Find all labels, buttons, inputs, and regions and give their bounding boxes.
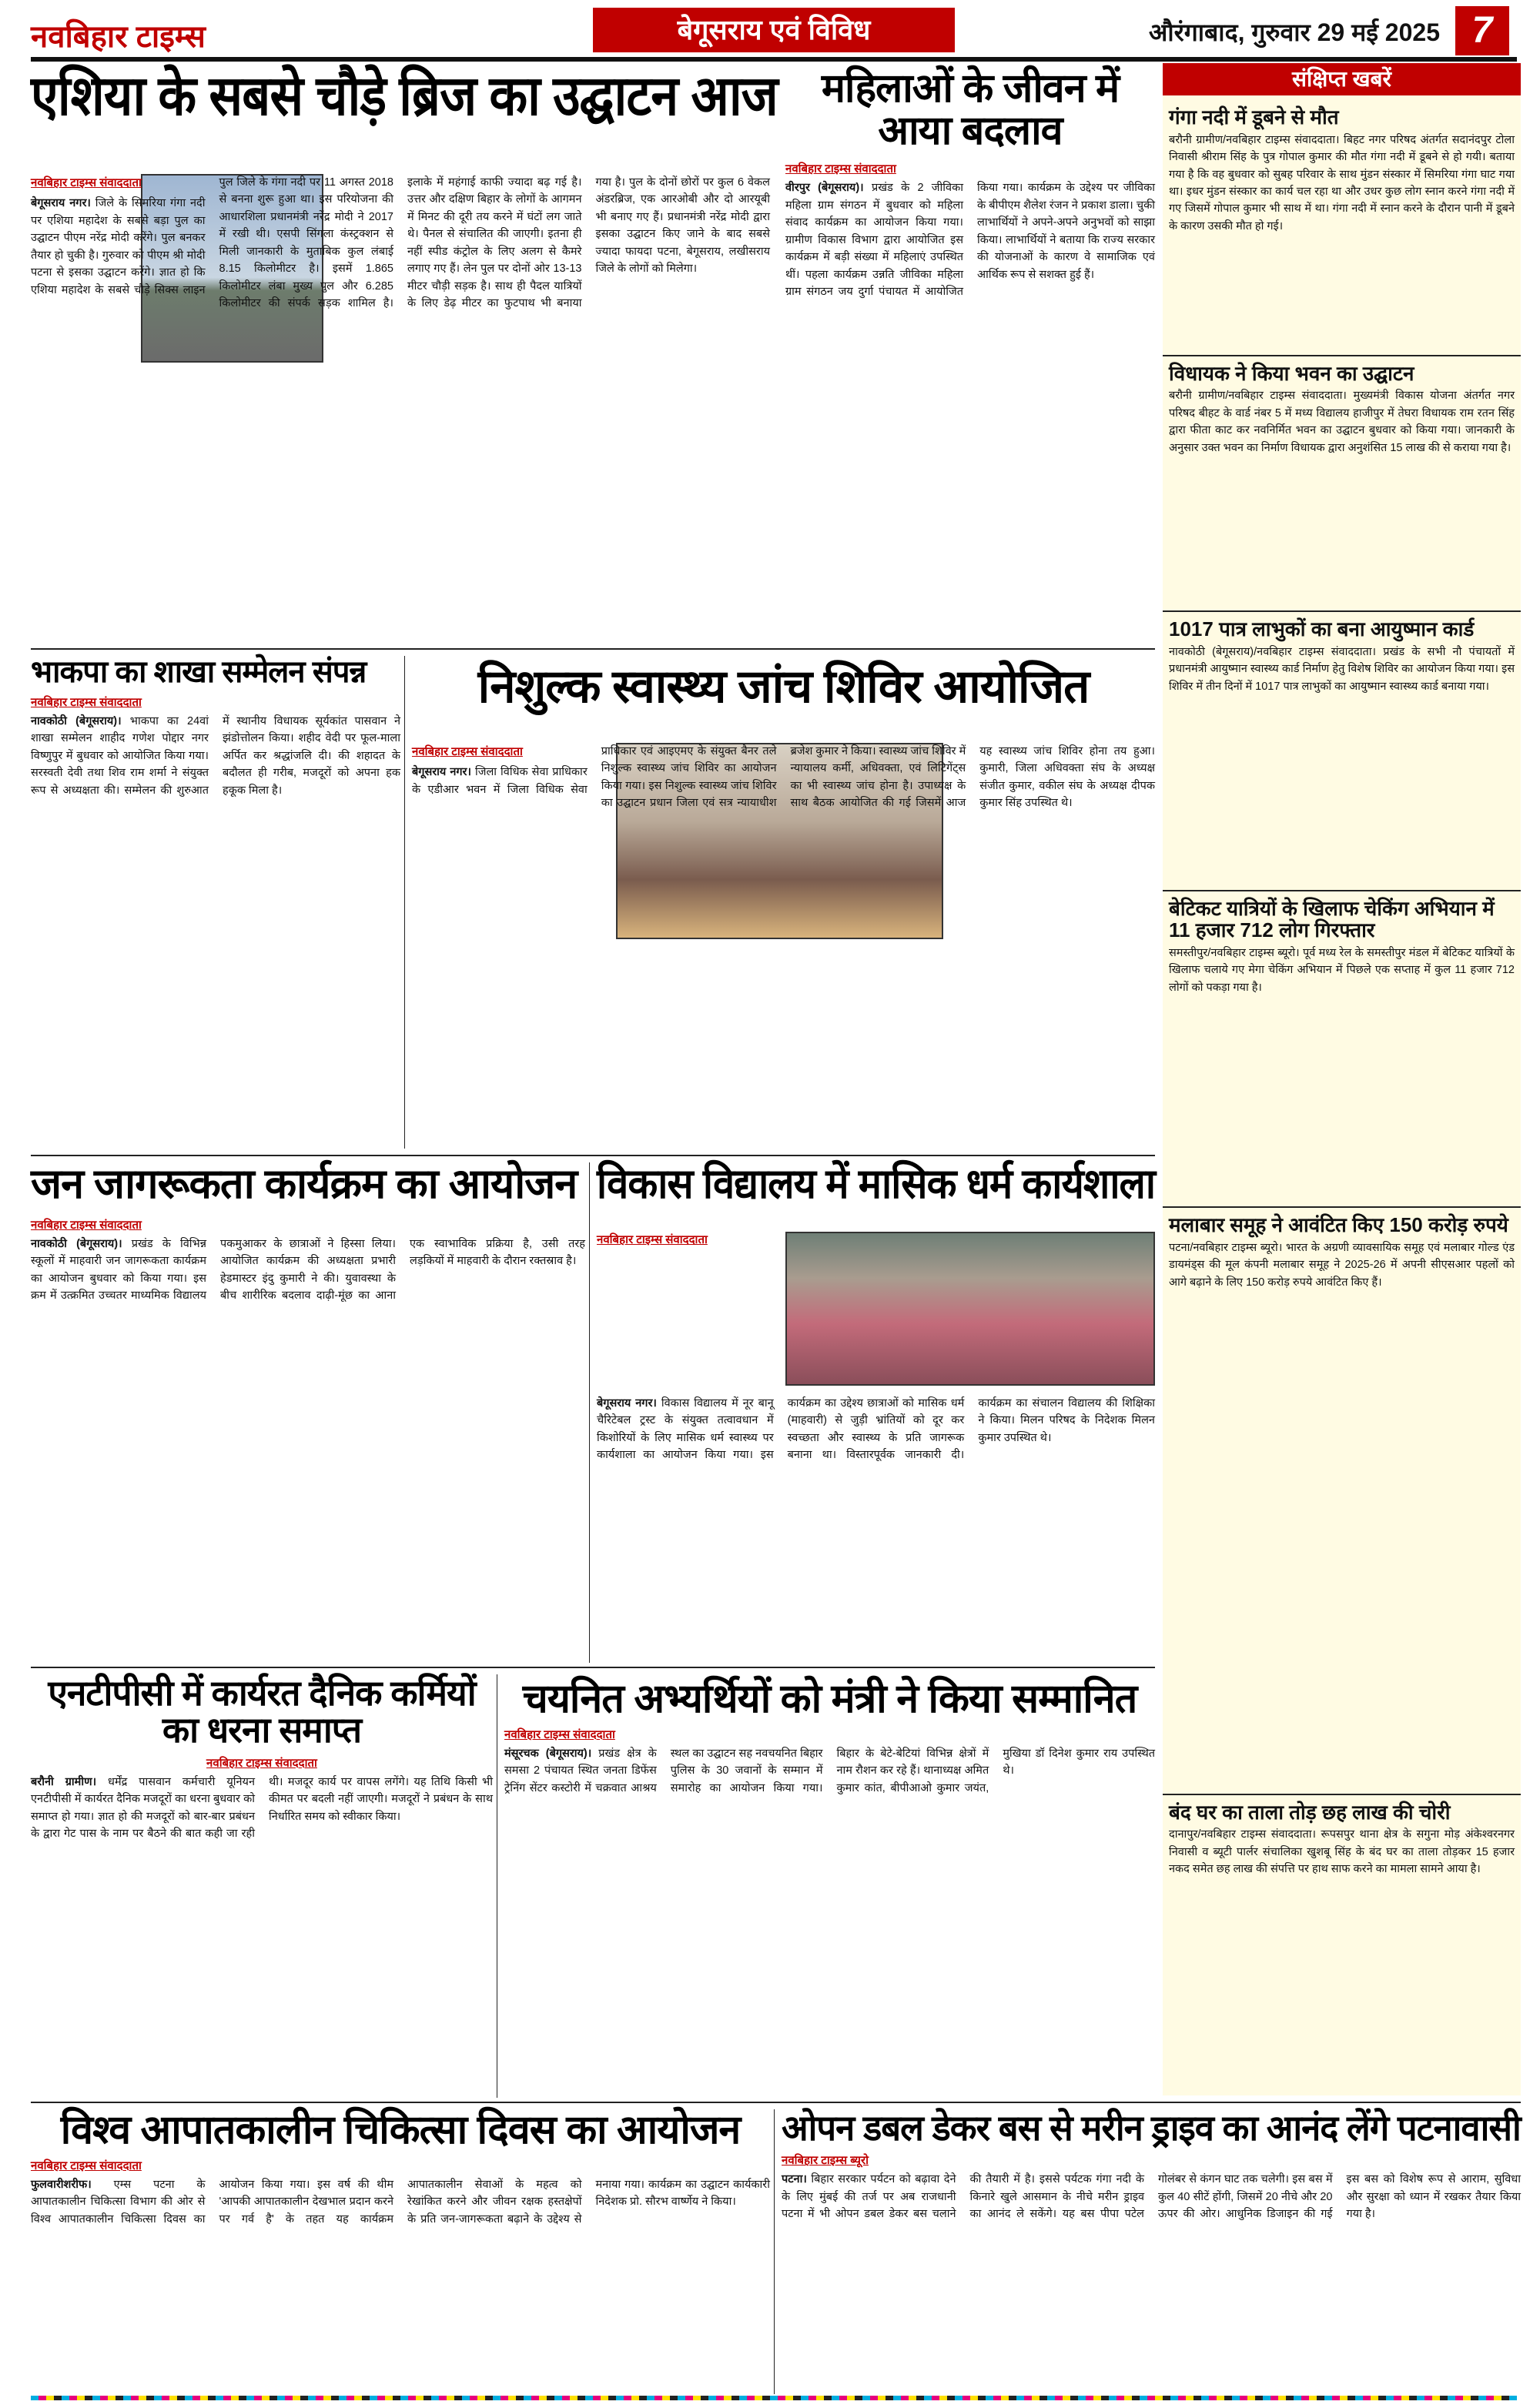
byline: नवबिहार टाइम्स संवाददाता [785,162,896,176]
brief-body: समस्तीपुर/नवबिहार टाइम्स ब्यूरो। पूर्व मध्य रेल के समस्तीपुर मंडल में बेटिकट यात्रियों के खिलाफ चलाये गए मेगा चेकिंग अभियान में पिछले एक सप्ताह में कुल 11 हजार 712 लोगों को पकड़ा गया है। [1169,946,1515,994]
article-women [785,68,1155,634]
divider [404,656,405,1149]
byline: नवबिहार टाइम्स संवाददाता [31,176,142,189]
brief-item [1163,106,1521,355]
dateline: औरंगाबाद, गुरुवार 29 मई 2025 [1148,18,1440,46]
headline [31,2109,770,2152]
workshop-photo [785,1232,1155,1386]
dateline-place: फुलवारीशरीफ। [31,2178,92,2191]
article-bus [782,2109,1521,2402]
dateline-place: मंसूरचक (बेगूसराय)। [504,1747,592,1760]
body-text: प्रखंड के विभिन्न स्कूलों में माहवारी जन जागरूकता कार्यक्रम का आयोजन बुधवार को किया गया। इस क्रम में उत्क्रमित उच्चतर माध्यमिक विद्यालय पकमुआकर के छात्राओं ने हिस्सा लिया। आयोजित कार्यक्रम की अध्यक्षता प्रभारी हेडमास्टर इंदु कुमारी ने की। युवावस्था के बीच शारीरिक बदलाव दाढ़ी-मूंछ का आना एक स्वाभाविक प्रक्रिया है, उसी तरह लड़कियों में माहवारी के दौरान रक्तस्राव है। [31,1237,585,1303]
divider [31,1155,1155,1156]
divider [1163,610,1521,612]
byline: नवबिहार टाइम्स संवाददाता [504,1727,615,1741]
byline: नवबिहार टाइम्स संवाददाता [31,1218,142,1232]
article-body [785,179,1155,634]
divider [1163,355,1521,356]
headline-text: विकास विद्यालय में मासिक धर्म कार्यशाला [597,1161,1156,1207]
masthead-logo: नवबिहार टाइम्स [31,20,206,54]
headline [597,1162,1155,1206]
body-text: जिले के सिमरिया गंगा नदी पर एशिया महादेश के सबसे बड़ा पुल का उद्घाटन पीएम नरेंद्र मोदी करेंगे। पुल बनकर तैयार हो चुकी है। गुरुवार को पीएम श्री मोदी पटना से इसका उद्घाटन करेंगे। ज्ञात हो कि एशिया महादेश के सबसे चौड़े सिक्स लाइन पुल जिले के गंगा नदी पर 11 अगस्त 2018 से बनना शुरू हुआ था। इस परियोजना की आधारशिला प्रधानमंत्री नरेंद्र मोदी ने 2017 में रखी थी। एसपी सिंगला कंस्ट्रक्शन से मिली जानकारी के मुताबिक कुल लंबाई 8.15 किलोमीटर है। इसमें 1.865 किलोमीटर लंबा मुख्य पुल और 6.285 किलोमीटर की संपर्क सड़क शामिल है। इलाके में महंगाई काफी ज्यादा बढ़ गई है। उत्तर और दक्षिण बिहार के लोगों के आगमन में मिनट की दूरी तय करने में घंटों लग जाते थे। पैनल से संचालित की जाएगी। इतना ही नहीं स्पीड कंट्रोल के लिए अलग से कैमरे लगाए गए हैं। लेन पुल पर दोनों ओर 13-13 मीटर चौड़ी सड़क है। साथ ही पैदल यात्रियों के लिए डेढ़ मीटर का फुटपाथ भी बनाया गया है। पुल के दोनों छोरों पर कुल 6 वेकल अंडरब्रिज, एक आरओबी और दो आरयूबी भी बनाए गए हैं। प्रधानमंत्री नरेंद्र मोदी द्वारा इसका उद्घाटन किए जाने के बाद सबसे ज्यादा फायदा पटना, बेगूसराय, लखीसराय जिले के लोगों को मिलेगा। [31,176,770,310]
page-number: 7 [1455,6,1509,55]
dateline-place: बेगूसराय नगर। [31,197,91,210]
headline-text: ओपन डबल डेकर बस से मरीन ड्राइव का आनंद लेंगे पटनावासी [782,2108,1521,2148]
article-body [504,1745,1155,2092]
brief-news-list [1163,100,1521,1878]
byline: नवबिहार टाइम्स संवाददाता [206,1756,317,1770]
article-body [31,1236,585,1651]
byline: नवबिहार टाइम्स संवाददाता [31,2159,142,2172]
headline [31,1162,585,1206]
headline: महिलाओं के जीवन में आया बदलाव [821,66,1120,153]
headline [504,1678,1155,1721]
article-emergency [31,2109,770,2407]
brief-headline: मलाबार समूह ने आवंटित किए 150 करोड़ रुपये [1169,1212,1508,1236]
brief-news-title: संक्षिप्त खबरें [1163,63,1521,95]
divider [31,1667,1155,1668]
byline: नवबिहार टाइम्स संवाददाता [412,745,523,758]
article-body [31,174,770,640]
divider [1163,1206,1521,1208]
brief-body: नावकोठी (बेगूसराय)/नवबिहार टाइम्स संवाददाता। प्रखंड के सभी नौ पंचायतों में प्रधानमंत्री आयुष्मान स्वास्थ्य कार्ड निर्माण हेतु विशेष शिविर का आयोजन किया गया। इस शिविर में तीन दिनों में 1017 पात्र लाभुकों का आयुष्मान स्वास्थ्य कार्ड बनाया गया। [1169,645,1515,693]
brief-item [1163,898,1521,1206]
divider [31,2102,1521,2103]
divider [1163,1794,1521,1795]
brief-headline: 1017 पात्र लाभुकों का बना आयुष्मान कार्ड [1169,617,1475,641]
article-health [412,662,1155,711]
divider [774,2109,775,2394]
brief-item [1163,1214,1521,1794]
article-ntpc [31,1674,493,2097]
brief-headline: गंगा नदी में डूबने से मौत [1169,105,1339,129]
brief-headline: बेटिकट यात्रियों के खिलाफ चेकिंग अभियान में 11 हजार 712 लोग गिरफ्तार [1169,896,1495,942]
brief-item [1163,618,1521,890]
dateline-place: बेगूसराय नगर। [412,766,471,779]
body-text: एम्स पटना के आपातकालीन चिकित्सा विभाग की ओर से विश्व आपातकालीन चिकित्सा दिवस का आयोजन किया गया। इस वर्ष की थीम 'आपकी आपातकालीन देखभाल प्रदान करने पर गर्व है' के तहत यह कार्यक्रम आपातकालीन सेवाओं के महत्व को रेखांकित करने और जीवन रक्षक हस्तक्षेपों के प्रति जन-जागरूकता बढ़ाने के उद्देश्य से मनाया गया। कार्यक्रम का उद्घाटन कार्यकारी निदेशक प्रो. सौरभ वार्ष्णेय ने किया। [31,2178,770,2226]
color-registration-bar [31,2396,1517,2400]
dateline-place: वीरपुर (बेगूसराय)। [785,182,864,195]
body-text: भाकपा का 24वां शाखा सम्मेलन शाहीद गणेश पोद्दार नगर विष्णुपुर में बुधवार को आयोजित किया गया। सरस्वती देवी तथा शिव राम शर्मा ने संयुक्त रूप से अध्यक्षता की। सम्मेलन की शुरुआत में स्थानीय विधायक सूर्यकांत पासवान ने झंडोत्तोलन किया। शहीद वेदी पर फूल-माला अर्पित कर श्रद्धांजलि दी। की शहादत के बदौलत ही गरीब, मजदूरों को अपना हक हकूक मिला है। [31,715,400,797]
brief-body: पटना/नवबिहार टाइम्स ब्यूरो। भारत के अग्रणी व्यावसायिक समूह एवं मलाबार गोल्ड एंड डायमंड्स की मूल कंपनी मलाबार समूह ने 2025-26 में अपनी सीएसआर पहलों को आगे बढ़ाने के लिए 150 करोड़ रुपये आवंटित किए हैं। [1169,1241,1515,1289]
brief-body: दानापुर/नवबिहार टाइम्स संवाददाता। रूपसपुर थाना क्षेत्र के सगुना मोड़ अंकेश्वरनगर निवासी व ब्यूटी पार्लर संचालिका खुशबू सिंह के बंद घर का ताला तोड़कर 15 हजार नकद समेत छह लाख की संपत्ति पर हाथ साफ करने का मामला सामने आया है। [1169,1828,1515,1876]
headline-text: चयनित अभ्यर्थियों को मंत्री ने किया सम्मानित [522,1677,1137,1721]
dateline-place: पटना। [782,2173,807,2186]
headline-text: एशिया के सबसे चौड़े ब्रिज का उद्घाटन आज [31,65,778,127]
article-candidates [504,1678,1155,2092]
article-body [597,1395,1155,1661]
byline: नवबिहार टाइम्स संवाददाता [597,1233,708,1246]
headline: भाकपा का शाखा सम्मेलन संपन्न [31,655,367,689]
brief-headline: विधायक ने किया भवन का उद्घाटन [1169,361,1414,385]
byline: नवबिहार टाइम्स ब्यूरो [782,2154,869,2168]
body-text: बिहार सरकार पर्यटन को बढ़ावा देने के लिए मुंबई की तर्ज पर अब राजधानी पटना में भी ओपन डबल डेकर बस चलाने की तैयारी में है। इससे पर्यटक गंगा नदी के किनारे खुले आसमान के नीचे मरीन ड्राइव का आनंद ले सकेंगे। यह बस पीपा पटेल गोलंबर से कंगन घाट तक चलेगी। इस बस में कुल 40 सीटें होंगी, जिसमें 20 नीचे और 20 ऊपर की ओर। आधुनिक डिजाइन की गई इस बस को विशेष रूप से आराम, सुविधा और सुरक्षा को ध्यान में रखकर तैयार किया गया है। [782,2173,1521,2221]
headline-text: विश्व आपातकालीन चिकित्सा दिवस का आयोजन [60,2108,741,2152]
body-text: जिला विधिक सेवा प्राधिकार के एडीआर भवन में जिला विधिक सेवा प्राधिकार एवं आइएमए के संयुक्त बैनर तले निशुल्क स्वास्थ्य जांच शिविर का आयोजन किया गया। इस निशुल्क स्वास्थ्य जांच शिविर का उद्घाटन प्रधान जिला एवं सत्र न्यायाधीश ब्रजेश कुमार ने किया। स्वास्थ्य जांच शिविर में न्यायालय कर्मी, अधिवक्ता, एवं लिटिगेंट्स का भी स्वास्थ्य जांच होना है। उपाध्यक्ष के साथ बैठक आयोजित की गई जिसमें आज यह स्वास्थ्य जांच शिविर होना तय हुआ। कुमारी, जिला अधिवक्ता संघ के अध्यक्ष संजीत कुमार, वकील संघ के अध्यक्ष दीपक कुमार सिंह उपस्थित थे। [412,745,1155,810]
divider [31,648,1155,650]
dateline-place: नावकोठी (बेगूसराय)। [31,715,122,727]
section-banner: बेगूसराय एवं विविध [593,8,955,52]
article-bridge [31,65,778,127]
dateline-place: नावकोठी (बेगूसराय)। [31,1237,122,1250]
article-workshop [597,1162,1155,1206]
headline [31,65,778,127]
brief-body: बरौनी ग्रामीण/नवबिहार टाइम्स संवाददाता। बिहट नगर परिषद अंतर्गत सदानंदपुर टोला निवासी श्रीराम सिंह के पुत्र गोपाल कुमार की मौत गंगा नदी में डूबने से हो गयी। बताया गया है कि वह बुधवार को सुबह परिवार के साथ मुंडन संस्कार में सिमरिया गंगा घाट गया था। इधर मुंडन संस्कार का कार्य चल रहा था और उधर कुछ लोग स्नान करने गंगा नदी में गए जिसमें गोपाल कुमार भी साथ में था। गंगा नदी में स्नान करने के दौरान पानी में डूबने के कारण उसकी मौत हो गई। [1169,133,1515,232]
article-body [31,713,400,1144]
article-awareness [31,1162,585,1651]
brief-item [1163,363,1521,611]
brief-item [1163,1801,1521,1878]
article-cpi [31,656,400,1144]
byline: नवबिहार टाइम्स संवाददाता [31,696,142,709]
divider [1163,890,1521,891]
headline-text: निशुल्क स्वास्थ्य जांच शिविर आयोजित [477,661,1090,712]
article-body [31,1774,493,2097]
workshop-col [597,1232,778,1250]
headline [412,662,1155,711]
article-body [782,2171,1521,2402]
body-text: विकास विद्यालय में नूर बानू चैरिटेबल ट्रस्ट के संयुक्त तत्वावधान में किशोरियों के लिए मासिक धर्म स्वास्थ्य पर कार्यशाला का आयोजन किया गया। इस कार्यक्रम का उद्देश्य छात्राओं को मासिक धर्म (माहवारी) से जुड़ी भ्रांतियों को दूर कर स्वच्छता और स्वास्थ्य के प्रति जागरूक बनाना था। विस्तारपूर्वक जानकारी दी। कार्यक्रम का संचालन विद्यालय की शिक्षिका ने किया। मिलन परिषद के निदेशक मिलन कुमार उपस्थित थे। [597,1397,1155,1462]
divider [589,1162,590,1663]
headline: एनटीपीसी में कार्यरत दैनिक कर्मियों का धरना समाप्त [48,1673,476,1751]
article-body [412,743,1155,1147]
headline-text: जन जागरूकता कार्यक्रम का आयोजन [31,1161,578,1207]
dateline-place: बेगूसराय नगर। [597,1397,657,1410]
headline [782,2109,1521,2146]
dateline-place: बरौनी ग्रामीण। [31,1775,97,1788]
brief-headline: बंद घर का ताला तोड़ छह लाख की चोरी [1169,1800,1451,1824]
header-rule [31,57,1517,62]
brief-body: बरौनी ग्रामीण/नवबिहार टाइम्स संवाददाता। मुख्यमंत्री विकास योजना अंतर्गत नगर परिषद बीहट के वार्ड नंबर 5 में मध्य विद्यालय हाजीपुर में तेघरा विधायक राम रतन सिंह द्वारा फीता काट कर नवनिर्मित भवन का उद्घाटन बुधवार को किया गया। जानकारी के अनुसार उक्त भवन का निर्माण विधायक द्वारा अनुशंसित 15 लाख की से कराया गया है। [1169,390,1515,454]
body-text: धर्मेंद्र पासवान कर्मचारी यूनियन एनटीपीसी में कार्यरत दैनिक मजदूरों का धरना बुधवार को समाप्त हो गया। ज्ञात हो की मजदूरों को बार-बार प्रबंधन के द्वारा गेट पास के नाम पर बैठने की बात कही जा रही थी। मजदूर कार्य पर वापस लगेंगे। यह तिथि किसी भी कीमत पर बदली नहीं जाएगी। मजदूरों ने प्रबंधन के साथ निर्धारित समय को स्वीकार किया। [31,1775,493,1840]
body-text: प्रखंड के 2 जीविका महिला ग्राम संगठन में बुधवार को महिला संवाद कार्यक्रम का आयोजन किया गया। ग्रामीण विकास विभाग द्वारा आयोजित इस कार्यक्रम में बड़ी संख्या में महिलाएं उपस्थित थीं। पहला कार्यक्रम उन्नति जीविका महिला ग्राम संगठन जय दुर्गा पंचायत में आयोजित किया गया। कार्यक्रम के उद्देश्य पर जीविका के बीपीएम शैलेश रंजन ने प्रकाश डाला। चुकी लाभार्थियों ने अपने-अपने अनुभवों को साझा किया। लाभार्थियों ने बताया कि राज्य सरकार की योजनाओं के कारण वे सामाजिक एवं आर्थिक रूप से सशक्त हुई हैं। [785,182,1155,298]
body-text: प्रखंड क्षेत्र के समसा 2 पंचायत स्थित जनता डिफेंस ट्रेनिंग सेंटर कस्टोरी में चक्रवात आश्रय स्थल का उद्घाटन सह नवचयनित बिहार पुलिस के 30 जवानों के सम्मान में समारोह का आयोजन किया गया। बिहार के बेटे-बेटियां विभिन्न क्षेत्रों में नाम रौशन कर रहे हैं। थानाध्यक्ष अमित कुमार कांत, बीपीआओ कुमार जयंत, मुखिया डॉ दिनेश कुमार राय उपस्थित थे। [504,1747,1155,1794]
article-body [31,2176,770,2407]
